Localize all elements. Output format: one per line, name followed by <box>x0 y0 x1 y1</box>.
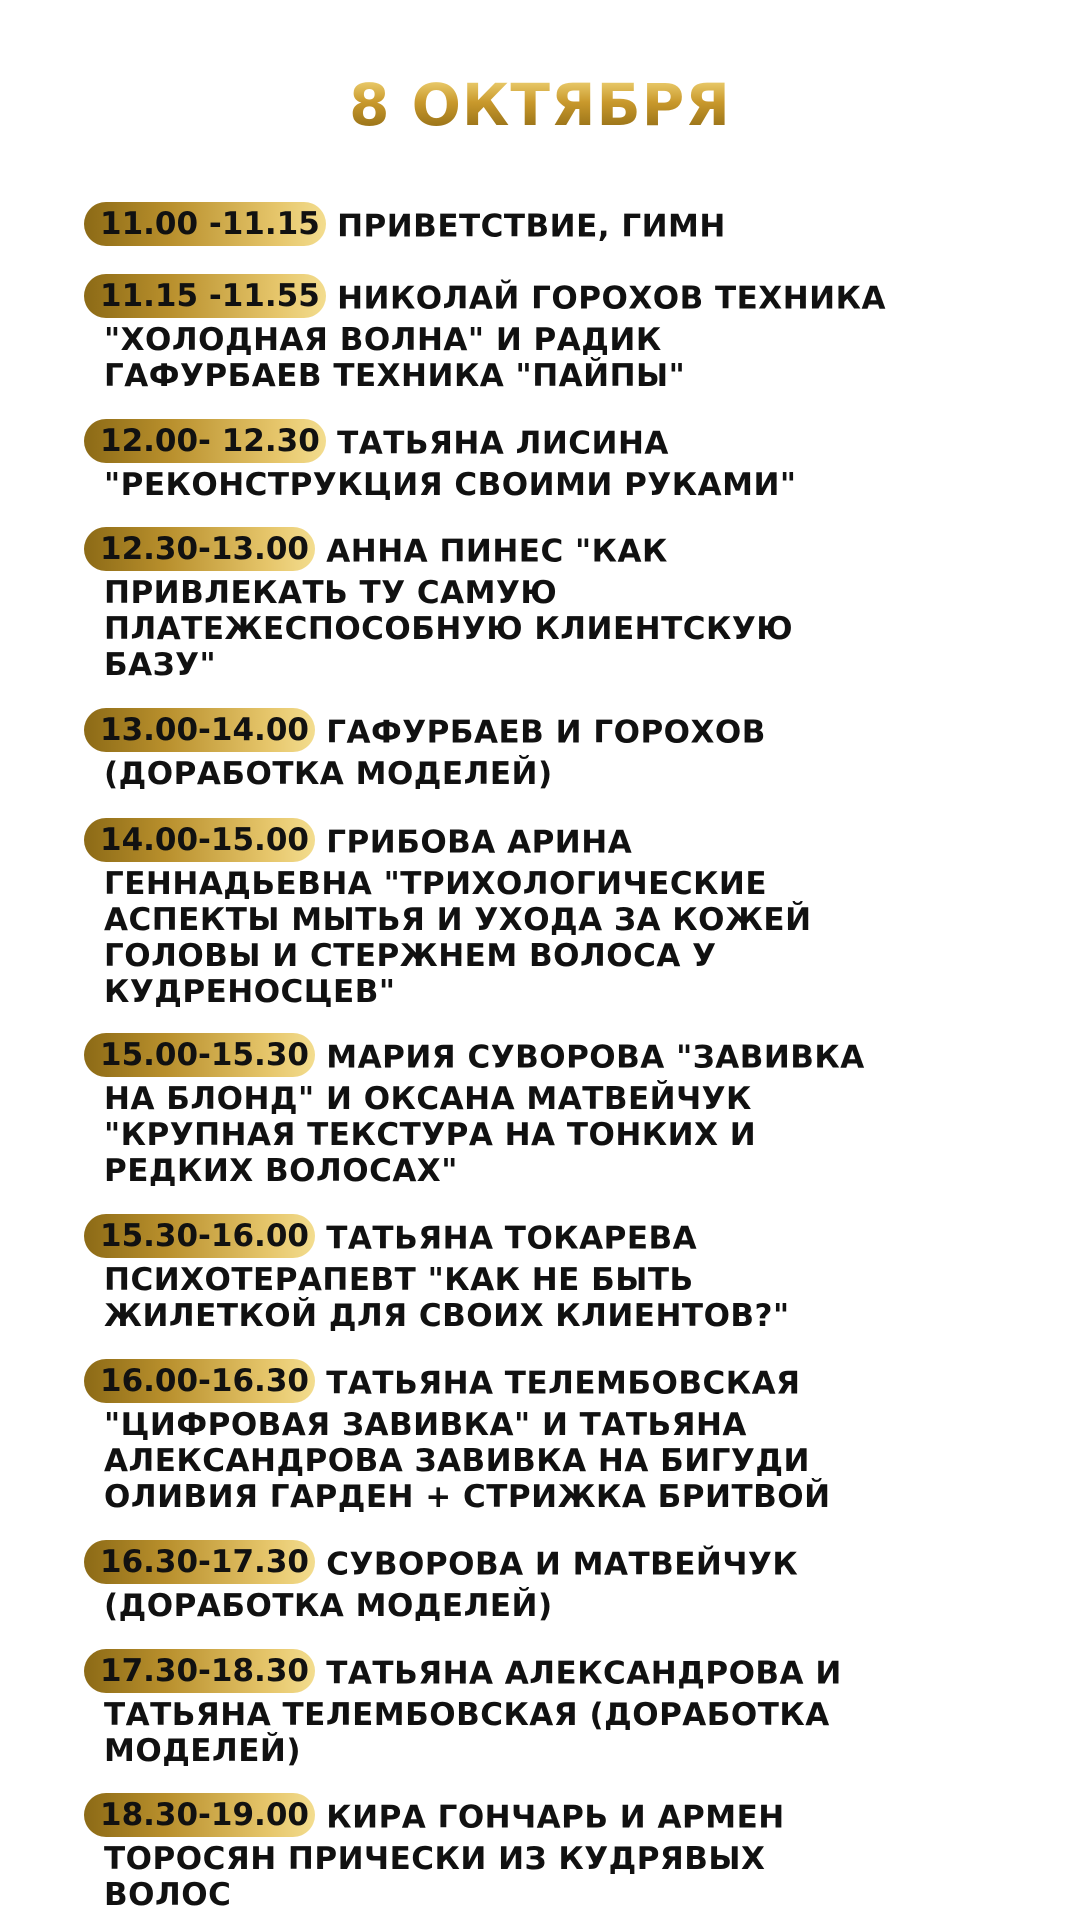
session-line: "ХОЛОДНАЯ ВОЛНА" И РАДИК <box>104 322 662 358</box>
time-badge: 15.30-16.00 <box>84 1214 315 1258</box>
schedule-item <box>100 1544 984 1624</box>
time-badge: 15.00-15.30 <box>84 1033 315 1077</box>
session-line: КИРА ГОНЧАРЬ И АРМЕН <box>326 1799 785 1836</box>
session-line: "РЕКОНСТРУКЦИЯ СВОИМИ РУКАМИ" <box>104 467 797 503</box>
time-badge: 11.00 -11.15 <box>84 202 326 246</box>
session-line: ТАТЬЯНА АЛЕКСАНДРОВА И <box>326 1655 842 1692</box>
session-line: СУВОРОВА И МАТВЕЙЧУК <box>326 1546 799 1583</box>
session-line: ГОЛОВЫ И СТЕРЖНЕМ ВОЛОСА У <box>104 938 717 974</box>
session-line: (ДОРАБОТКА МОДЕЛЕЙ) <box>104 1588 553 1624</box>
schedule-item <box>100 531 984 683</box>
session-line: РЕДКИХ ВОЛОСАХ" <box>104 1153 458 1189</box>
session-line: МОДЕЛЕЙ) <box>104 1733 302 1769</box>
time-badge: 13.00-14.00 <box>84 708 315 752</box>
session-line: ПЛАТЕЖЕСПОСОБНУЮ КЛИЕНТСКУЮ <box>104 611 794 647</box>
time-badge: 11.15 -11.55 <box>84 274 326 318</box>
schedule-item <box>100 206 984 250</box>
session-line: ГАФУРБАЕВ ТЕХНИКА "ПАЙПЫ" <box>104 358 686 394</box>
session-line: ТАТЬЯНА ТЕЛЕМБОВСКАЯ <box>326 1365 801 1402</box>
session-line: НИКОЛАЙ ГОРОХОВ ТЕХНИКА <box>337 280 886 317</box>
session-line: ПСИХОТЕРАПЕВТ "КАК НЕ БЫТЬ <box>104 1262 694 1298</box>
time-badge: 12.00- 12.30 <box>84 419 326 463</box>
session-line: НА БЛОНД" И ОКСАНА МАТВЕЙЧУК <box>104 1081 752 1117</box>
time-badge: 18.30-19.00 <box>84 1793 315 1837</box>
time-badge: 17.30-18.30 <box>84 1649 315 1693</box>
schedule-item <box>100 1797 984 1913</box>
session-line: ЖИЛЕТКОЙ ДЛЯ СВОИХ КЛИЕНТОВ?" <box>104 1298 790 1334</box>
schedule-item <box>100 423 984 503</box>
session-line: АСПЕКТЫ МЫТЬЯ И УХОДА ЗА КОЖЕЙ <box>104 902 812 938</box>
session-line: ОЛИВИЯ ГАРДЕН + СТРИЖКА БРИТВОЙ <box>104 1479 831 1515</box>
schedule-item <box>100 1218 984 1334</box>
time-badge: 12.30-13.00 <box>84 527 315 571</box>
session-line: ВОЛОС <box>104 1877 232 1913</box>
session-line: ТАТЬЯНА ЛИСИНА <box>337 425 669 462</box>
time-badge: 16.00-16.30 <box>84 1359 315 1403</box>
time-badge: 14.00-15.00 <box>84 818 315 862</box>
schedule-item <box>100 1037 984 1189</box>
session-line: ПРИВЛЕКАТЬ ТУ САМУЮ <box>104 575 558 611</box>
schedule-item <box>100 1653 984 1769</box>
session-line: АННА ПИНЕС "КАК <box>326 533 668 570</box>
session-line: КУДРЕНОСЦЕВ" <box>104 974 396 1010</box>
session-line: ГРИБОВА АРИНА <box>326 824 633 861</box>
schedule-item <box>100 822 984 1010</box>
session-line: АЛЕКСАНДРОВА ЗАВИВКА НА БИГУДИ <box>104 1443 810 1479</box>
session-line: ГАФУРБАЕВ И ГОРОХОВ <box>326 714 766 751</box>
schedule-item <box>100 278 984 394</box>
session-line: ПРИВЕТСТВИЕ, ГИМН <box>337 208 726 245</box>
session-line: ТОРОСЯН ПРИЧЕСКИ ИЗ КУДРЯВЫХ <box>104 1841 766 1877</box>
schedule-item <box>100 712 984 792</box>
time-badge: 16.30-17.30 <box>84 1540 315 1584</box>
session-line: (ДОРАБОТКА МОДЕЛЕЙ) <box>104 756 553 792</box>
schedule-item <box>100 1363 984 1515</box>
session-line: ТАТЬЯНА ТОКАРЕВА <box>326 1220 698 1257</box>
session-line: "КРУПНАЯ ТЕКСТУРА НА ТОНКИХ И <box>104 1117 757 1153</box>
session-line: ГЕННАДЬЕВНА "ТРИХОЛОГИЧЕСКИЕ <box>104 866 768 902</box>
session-line: МАРИЯ СУВОРОВА "ЗАВИВКА <box>326 1039 865 1076</box>
page-title: 8 ОКТЯБРЯ <box>0 76 1080 134</box>
session-line: ТАТЬЯНА ТЕЛЕМБОВСКАЯ (ДОРАБОТКА <box>104 1697 830 1733</box>
session-line: "ЦИФРОВАЯ ЗАВИВКА" И ТАТЬЯНА <box>104 1407 747 1443</box>
session-line: БАЗУ" <box>104 647 217 683</box>
